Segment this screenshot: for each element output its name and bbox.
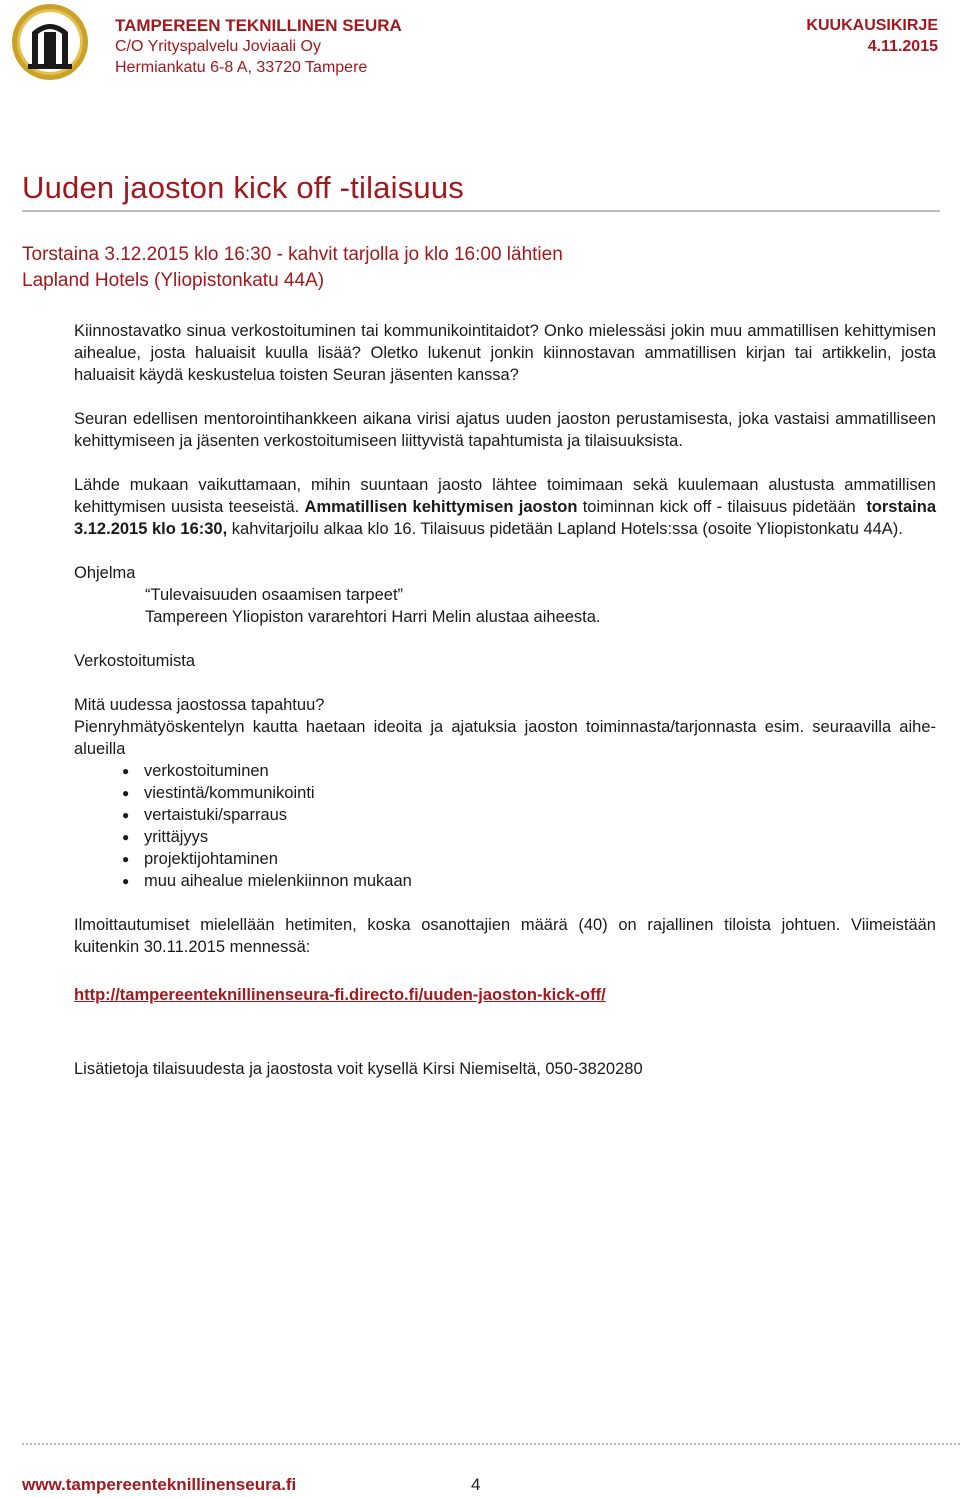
document-type: KUUKAUSIKIRJE	[806, 17, 938, 34]
topics-list	[74, 760, 936, 892]
groups-paragraph: Pienryhmätyöskentelyn kautta haetaan ideoita ja ajatuksia jaoston toiminnasta/tarjonnasta esim. seuraavilla aihe-alueilla	[74, 718, 936, 758]
event-location-line: Lapland Hotels (Yliopistonkatu 44A)	[22, 270, 325, 291]
article-body	[74, 320, 936, 1080]
intro-paragraph: Kiinnostavatko sinua verkostoituminen tai kommunikointitaidot? Onko mielessäsi jokin muu ammatillisen kehittymisen aihealue, josta haluaisit kuulla lisää? Oletko lukenut jonkin kiinnostavan ammatillisen kirjan tai artikkelin, josta haluaisit käydä keskustelua toisten Seuran jäsenten kanssa?	[74, 322, 936, 384]
page-title: Uuden jaoston kick off -tilaisuus	[22, 170, 464, 205]
list-item: ● projektijohtaminen	[122, 848, 936, 870]
footer-divider	[22, 1443, 960, 1445]
registration-paragraph: Ilmoittautumiset mielellään hetimiten, koska osanottajien määrä (40) on rajallinen tiloista johtuen. Viimeistään kuitenkin 30.11.2015 mennessä:	[74, 916, 936, 956]
address-line-1: C/O Yrityspalvelu Joviaali Oy	[115, 38, 321, 55]
registration-link[interactable]: http://tampereenteknillinenseura-fi.directo.fi/uuden-jaoston-kick-off/	[74, 986, 606, 1004]
invite-paragraph	[74, 474, 936, 540]
program-speaker: Tampereen Yliopiston vararehtori Harri Melin alustaa aiheesta.	[145, 608, 601, 626]
background-paragraph: Seuran edellisen mentorointihankkeen aikana virisi ajatus uuden jaoston perustamisesta, joka vastaisi ammatilliseen kehittymiseen ja jäsenten verkostoitumiseen liittyvistä tapahtumista ja tilaisuuksista.	[74, 410, 936, 450]
section-name-bold: Ammatillisen kehittymisen jaoston	[304, 498, 578, 516]
list-item: ● verkostoituminen	[122, 760, 936, 782]
footer-website-link[interactable]: www.tampereenteknillinenseura.fi	[22, 1475, 297, 1494]
event-date-line: Torstaina 3.12.2015 klo 16:30 - kahvit tarjolla jo klo 16:00 lähtien	[22, 244, 563, 265]
question-heading: Mitä uudessa jaostossa tapahtuu?	[74, 696, 325, 714]
list-item: ● viestintä/kommunikointi	[122, 782, 936, 804]
list-item: ● yrittäjyys	[122, 826, 936, 848]
organization-name: TAMPEREEN TEKNILLINEN SEURA	[115, 16, 402, 35]
page-number: 4	[471, 1475, 481, 1494]
invite-text-start: Lähde mukaan vaikuttamaan, mihin suuntaan jaosto lähtee toimimaan sekä kuulemaan alustusta ammatillisen kehittymisen uusista teeseistä.	[74, 476, 936, 516]
title-divider	[22, 210, 940, 212]
invite-text-mid: toiminnan kick off - tilaisuus pidetään	[582, 498, 856, 516]
list-item: ● vertaistuki/sparraus	[122, 804, 936, 826]
contact-paragraph: Lisätietoja tilaisuudesta ja jaostosta voit kysellä Kirsi Niemiseltä, 050-3820280	[74, 1060, 643, 1078]
document-date: 4.11.2015	[867, 38, 938, 55]
document-meta	[806, 15, 938, 57]
organization-block	[115, 15, 402, 78]
program-heading: Ohjelma	[74, 564, 136, 582]
invite-text-end: kahvitarjoilu alkaa klo 16. Tilaisuus pidetään Lapland Hotels:ssa (osoite Yliopistonkatu 44A).	[231, 520, 903, 538]
society-logo-seal	[10, 2, 90, 82]
address-line-2: Hermiankatu 6-8 A, 33720 Tampere	[115, 59, 368, 76]
program-talk-title: “Tulevaisuuden osaamisen tarpeet”	[145, 586, 404, 604]
networking-item: Verkostoitumista	[74, 652, 196, 670]
event-info	[22, 242, 563, 294]
list-item: ● muu aihealue mielenkiinnon mukaan	[122, 870, 936, 892]
event-datetime-bold: torstaina 3.12.2015 klo 16:30,	[74, 498, 936, 538]
